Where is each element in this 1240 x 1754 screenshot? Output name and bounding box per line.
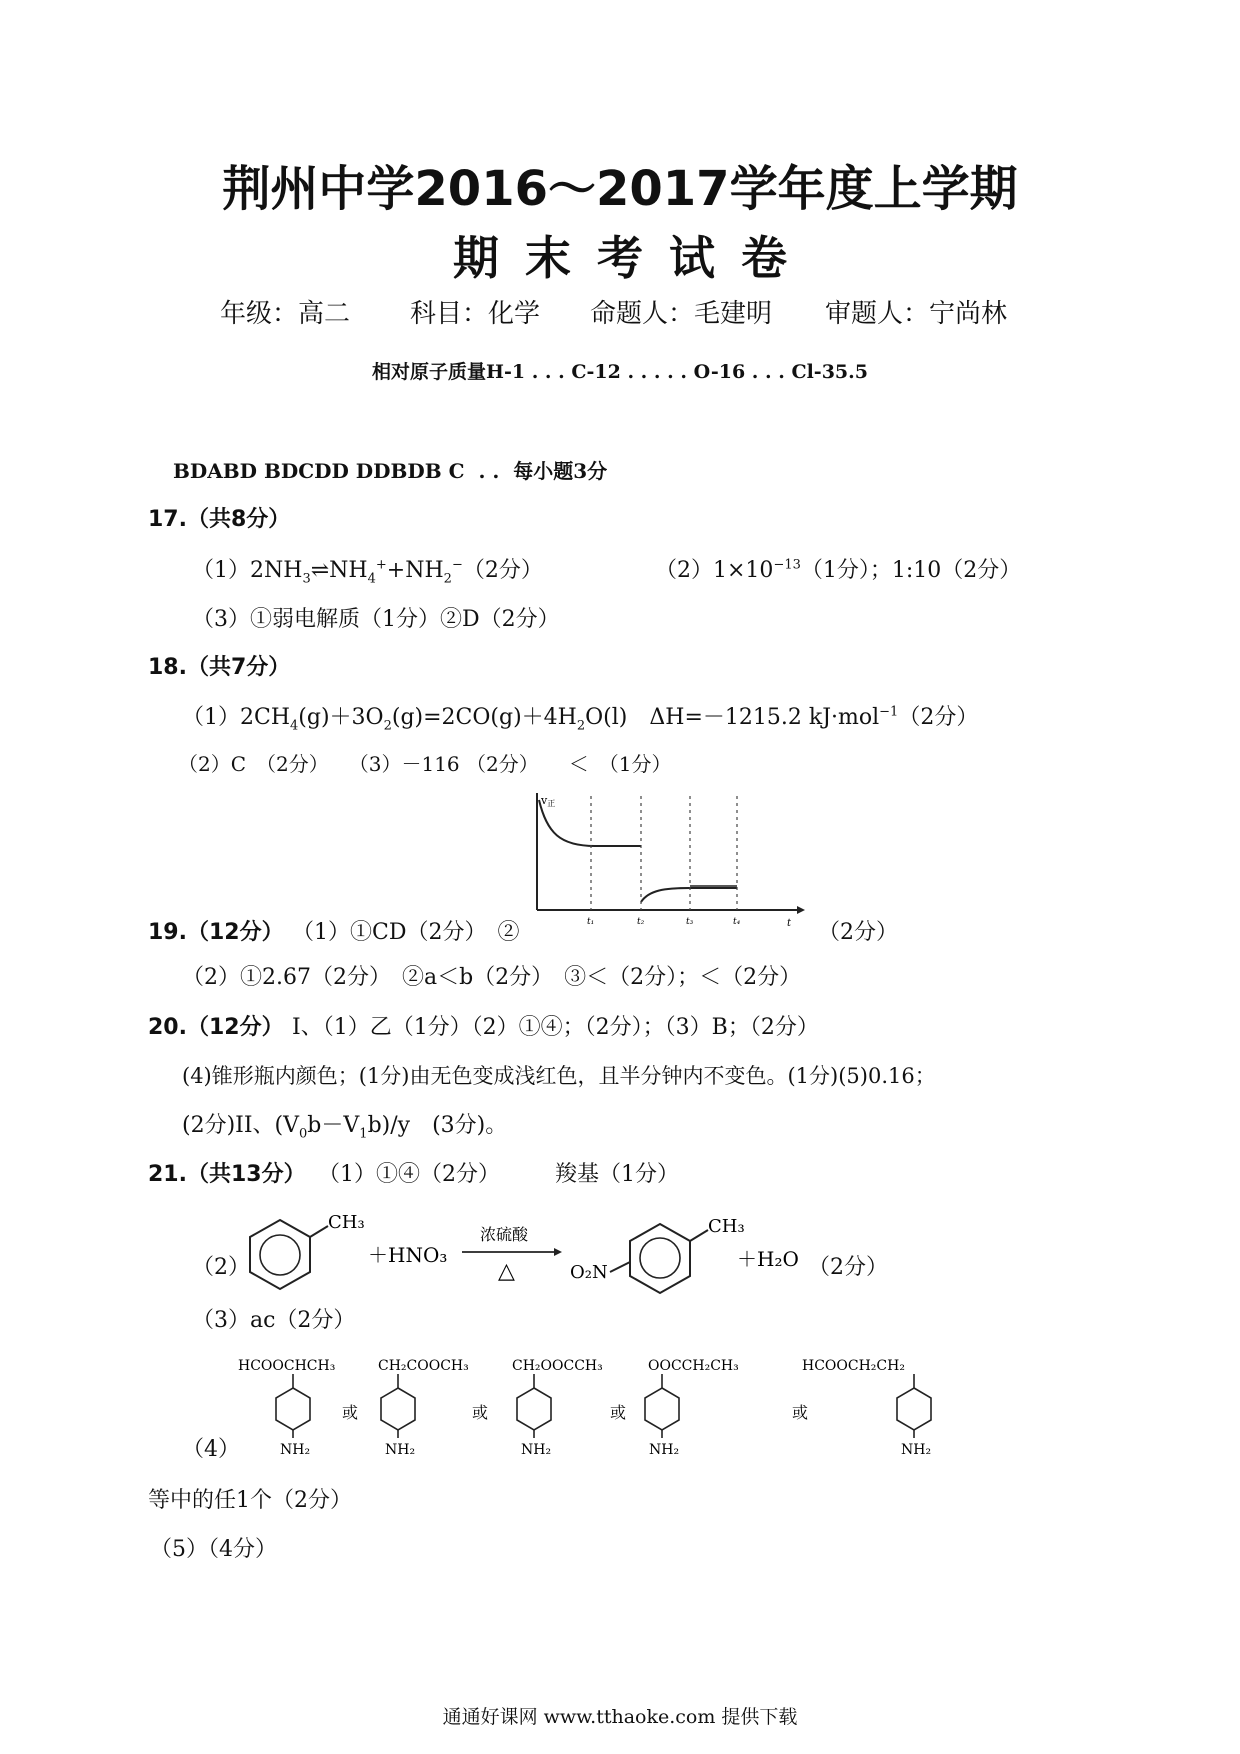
graph-tick-t2: t₂ — [637, 917, 645, 927]
nitro-group: O₂N — [570, 1262, 608, 1283]
graph-tick-t4: t₄ — [733, 917, 741, 927]
toluene-ch3: CH₃ — [328, 1212, 365, 1233]
q18-part1: $(1)2CH_4(g)+3O_2(g)=2CO(g)+4H_2O(l)$ ΔH=－1215.2 kJ·mol$^{-1}$（2分） — [182, 704, 979, 734]
q18-header: 18.（共7分） — [148, 655, 291, 680]
grade: 年级：高二 — [220, 299, 351, 329]
q21-part2-score: （2分） — [808, 1255, 888, 1280]
q20-header: 20.（12分） — [148, 1015, 284, 1040]
graph-curve-2 — [641, 888, 737, 902]
svg-text:CH₂COOCH₃: CH₂COOCH₃ — [378, 1358, 469, 1374]
q18-part2: （2）C （2分） （3）－116 （2分） ＜ （1分） — [178, 752, 672, 776]
isomer-4 — [645, 1358, 739, 1458]
graph-tick-t3: t₃ — [686, 917, 694, 927]
nitrotoluene-structure — [570, 1216, 745, 1293]
isomer-1 — [238, 1358, 335, 1458]
or-4: 或 — [792, 1403, 809, 1422]
reviewer: 审题人：宁尚林 — [825, 299, 1008, 329]
svg-text:HCOOCHCH₃: HCOOCHCH₃ — [238, 1358, 336, 1374]
q19-header: 19.（12分） — [148, 920, 284, 945]
mc-answer-text: BDABD BDCDD DDBDB C — [173, 459, 465, 483]
or-1: 或 — [342, 1403, 359, 1422]
nitration-reaction — [240, 1200, 820, 1310]
q20-part2: (4)锥形瓶内颜色；(1分)由无色变成浅红色，且半分钟内不变色。(1分)(5)0.16； — [182, 1064, 936, 1088]
q20-part1: I、（1）乙（1分）（2）①④；（2分）；（3）B；（2分） — [292, 1015, 819, 1040]
heat-symbol: △ — [498, 1259, 515, 1284]
svg-text:OOCCH₂CH₃: OOCCH₂CH₃ — [648, 1358, 739, 1374]
nitrotoluene-ch3: CH₃ — [708, 1216, 745, 1237]
reagent-hno3: ＋HNO₃ — [368, 1243, 448, 1267]
q20-part3: (2分)II、$(V_0b-V_1b)/y$ (3分)。 — [182, 1113, 508, 1142]
isomer-3 — [512, 1358, 603, 1458]
isomer-structures — [230, 1348, 950, 1458]
svg-text:NH₂: NH₂ — [385, 1442, 416, 1458]
q21-part4-label: （4） — [182, 1437, 240, 1462]
page-title: 荆州中学2016～2017学年度上学期 — [222, 161, 1018, 217]
svg-text:NH₂: NH₂ — [280, 1442, 311, 1458]
svg-text:NH₂: NH₂ — [649, 1442, 680, 1458]
footer: 通通好课网 www.tthaoke.com 提供下载 — [442, 1706, 798, 1728]
product-water: ＋H₂O — [737, 1247, 799, 1271]
author: 命题人：毛建明 — [590, 299, 773, 329]
mc-answers: BDABD BDCDD DDBDB C . . 每小题3分 — [173, 459, 608, 483]
q19-part1: （1）①CD（2分） ② — [292, 920, 520, 945]
svg-text:HCOOCH₂CH₂: HCOOCH₂CH₂ — [802, 1358, 905, 1374]
or-3: 或 — [610, 1403, 627, 1422]
q17-part3: （3）①弱电解质（1分）②D（2分） — [192, 607, 560, 632]
page-subtitle: 期末考试卷 — [453, 231, 813, 285]
svg-text:NH₂: NH₂ — [521, 1442, 552, 1458]
rate-time-graph — [525, 788, 805, 930]
catalyst-label: 浓硫酸 — [480, 1225, 529, 1244]
svg-text:CH₂OOCCH₃: CH₂OOCCH₃ — [512, 1358, 603, 1374]
isomer-5 — [802, 1358, 931, 1458]
graph-x-arrow — [797, 906, 805, 914]
q17-part2: $(2)1\times 10^{-13}(1$分）；1:10（2分） — [655, 557, 1022, 583]
q21-part5: （5）（4分） — [150, 1537, 277, 1562]
graph-y-label: v正 — [541, 794, 556, 808]
q21-part3: （3）ac（2分） — [192, 1308, 356, 1333]
toluene-structure — [250, 1212, 365, 1289]
graph-x-label: t — [787, 918, 792, 929]
q17-part1: $(1)2NH_3\rightleftharpoons NH_4^++NH_2^-(2$分） — [192, 557, 543, 587]
isomer-2 — [378, 1358, 469, 1458]
svg-text:NH₂: NH₂ — [901, 1442, 932, 1458]
graph-tick-t1: t₁ — [587, 917, 595, 927]
q21-part2-label: （2） — [192, 1255, 250, 1280]
or-2: 或 — [472, 1403, 489, 1422]
subject: 科目：化学 — [410, 299, 541, 329]
q19-part1-score: （2分） — [818, 920, 898, 945]
atomic-mass: 相对原子质量H-1 . . . C-12 . . . . . O-16 . . . Cl-35.5 — [372, 361, 868, 383]
q21-part4-note: 等中的任1个（2分） — [148, 1488, 352, 1513]
mc-points: 每小题3分 — [513, 459, 608, 483]
q17-header: 17.（共8分） — [148, 507, 291, 532]
q19-part2: （2）①2.67（2分） ②a＜b（2分） ③＜（2分）；＜（2分） — [182, 965, 802, 990]
q21-header: 21.（共13分） — [148, 1162, 306, 1187]
q21-part1: （1）①④（2分） 羧基（1分） — [318, 1162, 679, 1187]
